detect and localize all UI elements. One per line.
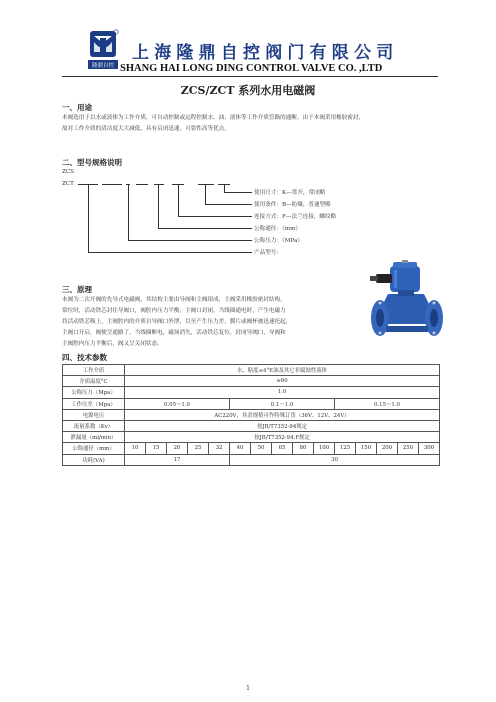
section-usage-heading: 一、用途	[62, 103, 92, 112]
solenoid-valve-image	[368, 260, 448, 348]
company-name-cn: 上海隆鼎自控阀门有限公司	[132, 43, 399, 63]
diameter-cell: 200	[377, 443, 398, 454]
voltage-value: AC220V，其余规格可作特殊订货（36V、12V、24V）	[125, 409, 440, 420]
row-label-nominal-pressure: 公称压力（Mpa）	[63, 387, 125, 398]
model-label-condition: 使用条件：B—防爆，普通型略	[254, 202, 331, 208]
table-row	[63, 387, 440, 398]
power-value-1: 17	[125, 454, 230, 465]
row-label-temperature: 介质温度°C	[63, 376, 125, 387]
leakage-value: 按JB/T7352-94.F规定	[125, 432, 440, 443]
diameter-cell: 25	[188, 443, 209, 454]
row-label-pressure-diff: 工作压差（Mpa）	[63, 398, 125, 409]
model-label-model: 产品型号：	[254, 250, 282, 256]
diameter-cell: 300	[419, 443, 440, 454]
table-row	[63, 443, 440, 454]
diameter-cell: 100	[314, 443, 335, 454]
page-number: 1	[246, 685, 250, 692]
table-row	[63, 454, 440, 465]
diameter-cell: 125	[335, 443, 356, 454]
table-row	[63, 409, 440, 420]
diameter-cell: 20	[167, 443, 188, 454]
flow-coefficient-value: 按JB/T7352-94规定	[125, 420, 440, 431]
section-model-heading: 二、型号规格说明	[62, 158, 122, 167]
tech-spec-table	[62, 364, 440, 466]
diameter-cell: 65	[272, 443, 293, 454]
row-label-flow-coefficient: 流量系数（Kv）	[63, 420, 125, 431]
usage-line-2: 故对工作介质的清洁度大大减低，具有启闭迅速、可靠性高等优点。	[62, 126, 230, 132]
row-label-voltage: 电源电压	[63, 409, 125, 420]
medium-value: 水、粘度≤4°E油及其它非腐蚀性液体	[125, 365, 440, 376]
table-row	[63, 420, 440, 431]
model-label-connection: 连接方式：F—法兰连接，螺纹略	[254, 214, 337, 220]
diameter-cell: 80	[293, 443, 314, 454]
diameter-cell: 150	[356, 443, 377, 454]
document-title: ZCS/ZCT 系列水用电磁阀	[180, 84, 316, 97]
pressure-diff-1: 0.05～1.0	[125, 398, 230, 409]
pressure-diff-3: 0.15～1.0	[335, 398, 440, 409]
row-label-leakage: 泄漏量（ml/min）	[63, 432, 125, 443]
model-prefix-zcs: ZCS	[62, 169, 74, 175]
company-name-en: SHANG HAI LONG DING CONTROL VALVE CO. ,LTD	[120, 63, 383, 74]
pressure-diff-2: 0.1～1.0	[230, 398, 335, 409]
table-row	[63, 398, 440, 409]
nominal-pressure-value: 1.0	[125, 387, 440, 398]
section-tech-heading: 四、技术参数	[62, 353, 107, 362]
diameter-cell: 250	[398, 443, 419, 454]
temperature-value: ≤60	[125, 376, 440, 387]
model-prefix-zct: ZCT	[62, 181, 74, 187]
principle-line-2: 常位时，活动铁芯封住导阀口，阀腔内压力平衡，主阀口封闭。当线圈通电时，产生电磁力	[62, 308, 286, 314]
power-value-2: 30	[230, 454, 440, 465]
model-label-diameter: 公称通径：（mm）	[254, 226, 301, 232]
company-logo	[86, 28, 120, 72]
diameter-cell: 50	[251, 443, 272, 454]
table-row	[63, 365, 440, 376]
model-label-size: 使用尺寸：K—常开，常闭略	[254, 190, 326, 196]
table-row	[63, 432, 440, 443]
principle-paragraph	[62, 295, 291, 350]
header-divider	[62, 76, 438, 77]
diameter-cell: 40	[230, 443, 251, 454]
diameter-cell: 10	[125, 443, 146, 454]
diameter-cell: 15	[146, 443, 167, 454]
table-row	[63, 376, 440, 387]
usage-line-1: 本阀选用于以水或液体为工作介质，可自动控制或远程控制水、油、液体等工作介质管路的通断。由于本阀采用橡胶密封，	[62, 115, 365, 121]
diameter-cell: 32	[209, 443, 230, 454]
usage-paragraph	[62, 113, 364, 135]
logo-text: 隆鼎自控	[91, 63, 114, 69]
section-principle-heading: 三、原理	[62, 285, 92, 294]
principle-line-3: 将活动铁芯吸上，主阀腔内的介质自导阀口外泄，以至产生压力差，膜片或阀杯被迅速托起，	[62, 319, 292, 325]
row-label-medium: 工作介质	[63, 365, 125, 376]
model-label-pressure: 公称压力：（MPa）	[254, 238, 303, 244]
row-label-power: 功耗(VA)	[63, 454, 125, 465]
principle-line-4: 主阀口开启，阀便呈通路了。当线圈断电，磁场消失，活动铁芯复位，封闭导阀口，导阀和	[62, 330, 286, 336]
row-label-diameter: 公称通径（mm）	[63, 443, 125, 454]
principle-line-1: 本阀为二次开阀的先导式电磁阀，其结构主要由导阀和主阀组成，主阀采用橡胶密封结构，	[62, 297, 286, 303]
principle-line-5: 主阀腔内压力平衡后，阀又呈关闭状态。	[62, 341, 163, 347]
